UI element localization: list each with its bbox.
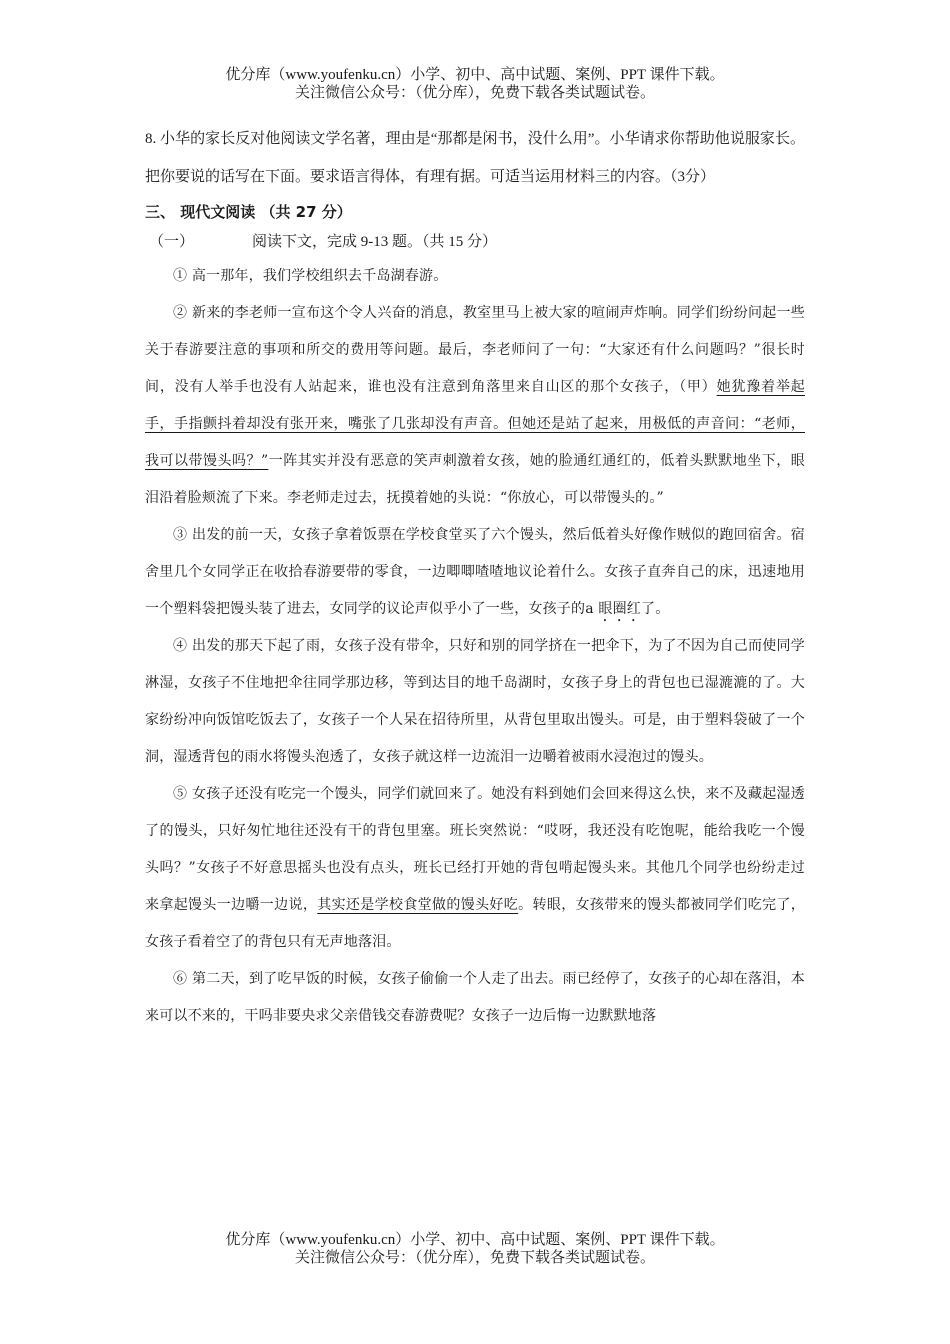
page-footer	[0, 1231, 950, 1267]
page-header	[0, 66, 950, 102]
paragraph-3-text-a: ③ 出发的前一天，女孩子拿着饭票在学校食堂买了六个馒头，然后低着头好像作贼似的跑回宿舍。宿舍里几个女同学正在收拾春游要带的零食，一边唧唧喳喳地议论着什么。女孩子直奔自己的床，迅速地用一个塑料袋把馒头装了进去，女同学的议论声似乎小了一些，女孩子的	[145, 527, 805, 617]
subsection-1-label: （一）	[149, 234, 195, 250]
document-body	[145, 120, 805, 1035]
paragraph-3	[145, 517, 805, 628]
subsection-1-title	[149, 230, 805, 254]
paragraph-5-text-b: 。转眼，女孩带来的馒头都被同学们吃完了，女孩子看着空了的背包只有无声地落泪。	[145, 897, 806, 950]
header-line-1: 优分库（www.youfenku.cn）小学、初中、高中试题、案例、PPT 课件下载。	[225, 67, 725, 83]
paragraph-2-underlined-sentence: 她犹豫着举起手，手指颤抖着却没有张开来，嘴张了几张却没有声音。但她还是站了起来，用极低的声音问：“老师，我可以带馒头吗？”	[145, 379, 805, 469]
footer-line-2: 关注微信公众号：（优分库），免费下载各类试题试卷。	[294, 1250, 655, 1266]
paragraph-1: ① 高一那年，我们学校组织去千岛湖春游。	[173, 268, 448, 284]
paragraph-4: ④ 出发的那天下起了雨，女孩子没有带伞，只好和别的同学挤在一把伞下，为了不因为自己而使同学淋湿，女孩子不住地把伞往同学那边移，等到达目的地千岛湖时，女孩子身上的背包也已湿漉漉的了。大家纷纷冲向饭馆吃饭去了，女孩子一个人呆在招待所里，从背包里取出馒头。可是，由于塑料袋破了一个洞，湿透背包的雨水将馒头泡透了，女孩子就这样一边流泪一边嚼着被雨水浸泡过的馒头。	[145, 638, 805, 765]
footer-line-1: 优分库（www.youfenku.cn）小学、初中、高中试题、案例、PPT 课件下载。	[225, 1232, 725, 1248]
section-3-title: 三、 现代文阅读 （共 27 分）	[145, 203, 352, 221]
paragraph-5-underlined-phrase: 其实还是学校食堂做的馒头好吃	[317, 897, 519, 913]
paragraph-3-marker: a	[585, 601, 599, 617]
subsection-1-instruction: 阅读下文，完成 9-13 题。（共 15 分）	[252, 234, 498, 250]
paragraph-2-text-a: ② 新来的李老师一宣布这个令人兴奋的消息，教室里马上被大家的喧闹声炸响。同学们纷纷问起一些关于春游要注意的事项和所交的费用等问题。最后，李老师问了一句：“大家还有什么问题吗？”很长时间，没有人举手也没有人站起来，谁也没有注意到角落里来自山区的那个女孩子，（甲）	[145, 305, 805, 395]
header-line-2: 关注微信公众号：（优分库），免费下载各类试题试卷。	[294, 85, 655, 101]
paragraph-2	[145, 295, 805, 517]
paragraph-2-text-b: 一阵其实并没有恶意的笑声刺激着女孩，她的脸通红通红的，低着头默默地坐下，眼泪沿着脸颊流了下来。李老师走过去，抚摸着她的头说：“你放心，可以带馒头的。”	[145, 453, 805, 506]
paragraph-3-dotted-phrase: 眼圈红	[598, 601, 642, 617]
question-8: 8. 小华的家长反对他阅读文学名著，理由是“那都是闲书，没什么用”。小华请求你帮助他说服家长。把你要说的话写在下面。要求语言得体，有理有据。可适当运用材料三的内容。（3分）	[145, 131, 805, 185]
paragraph-6: ⑥ 第二天，到了吃早饭的时候，女孩子偷偷一个人走了出去。雨已经停了，女孩子的心却在落泪，本来可以不来的，干吗非要央求父亲借钱交春游费呢？女孩子一边后悔一边默默地落	[145, 971, 805, 1024]
paragraph-5-text-a: ⑤ 女孩子还没有吃完一个馒头，同学们就回来了。她没有料到她们会回来得这么快，来不及藏起湿透了的馒头，只好匆忙地往还没有干的背包里塞。班长突然说：“哎呀，我还没有吃饱呢，能给我吃一个馒头吗？”女孩子不好意思摇头也没有点头，班长已经打开她的背包啃起馒头来。其他几个同学也纷纷走过来拿起馒头一边嚼一边说，	[145, 786, 805, 913]
paragraph-3-text-end: 了。	[641, 601, 670, 617]
paragraph-5	[145, 776, 805, 961]
